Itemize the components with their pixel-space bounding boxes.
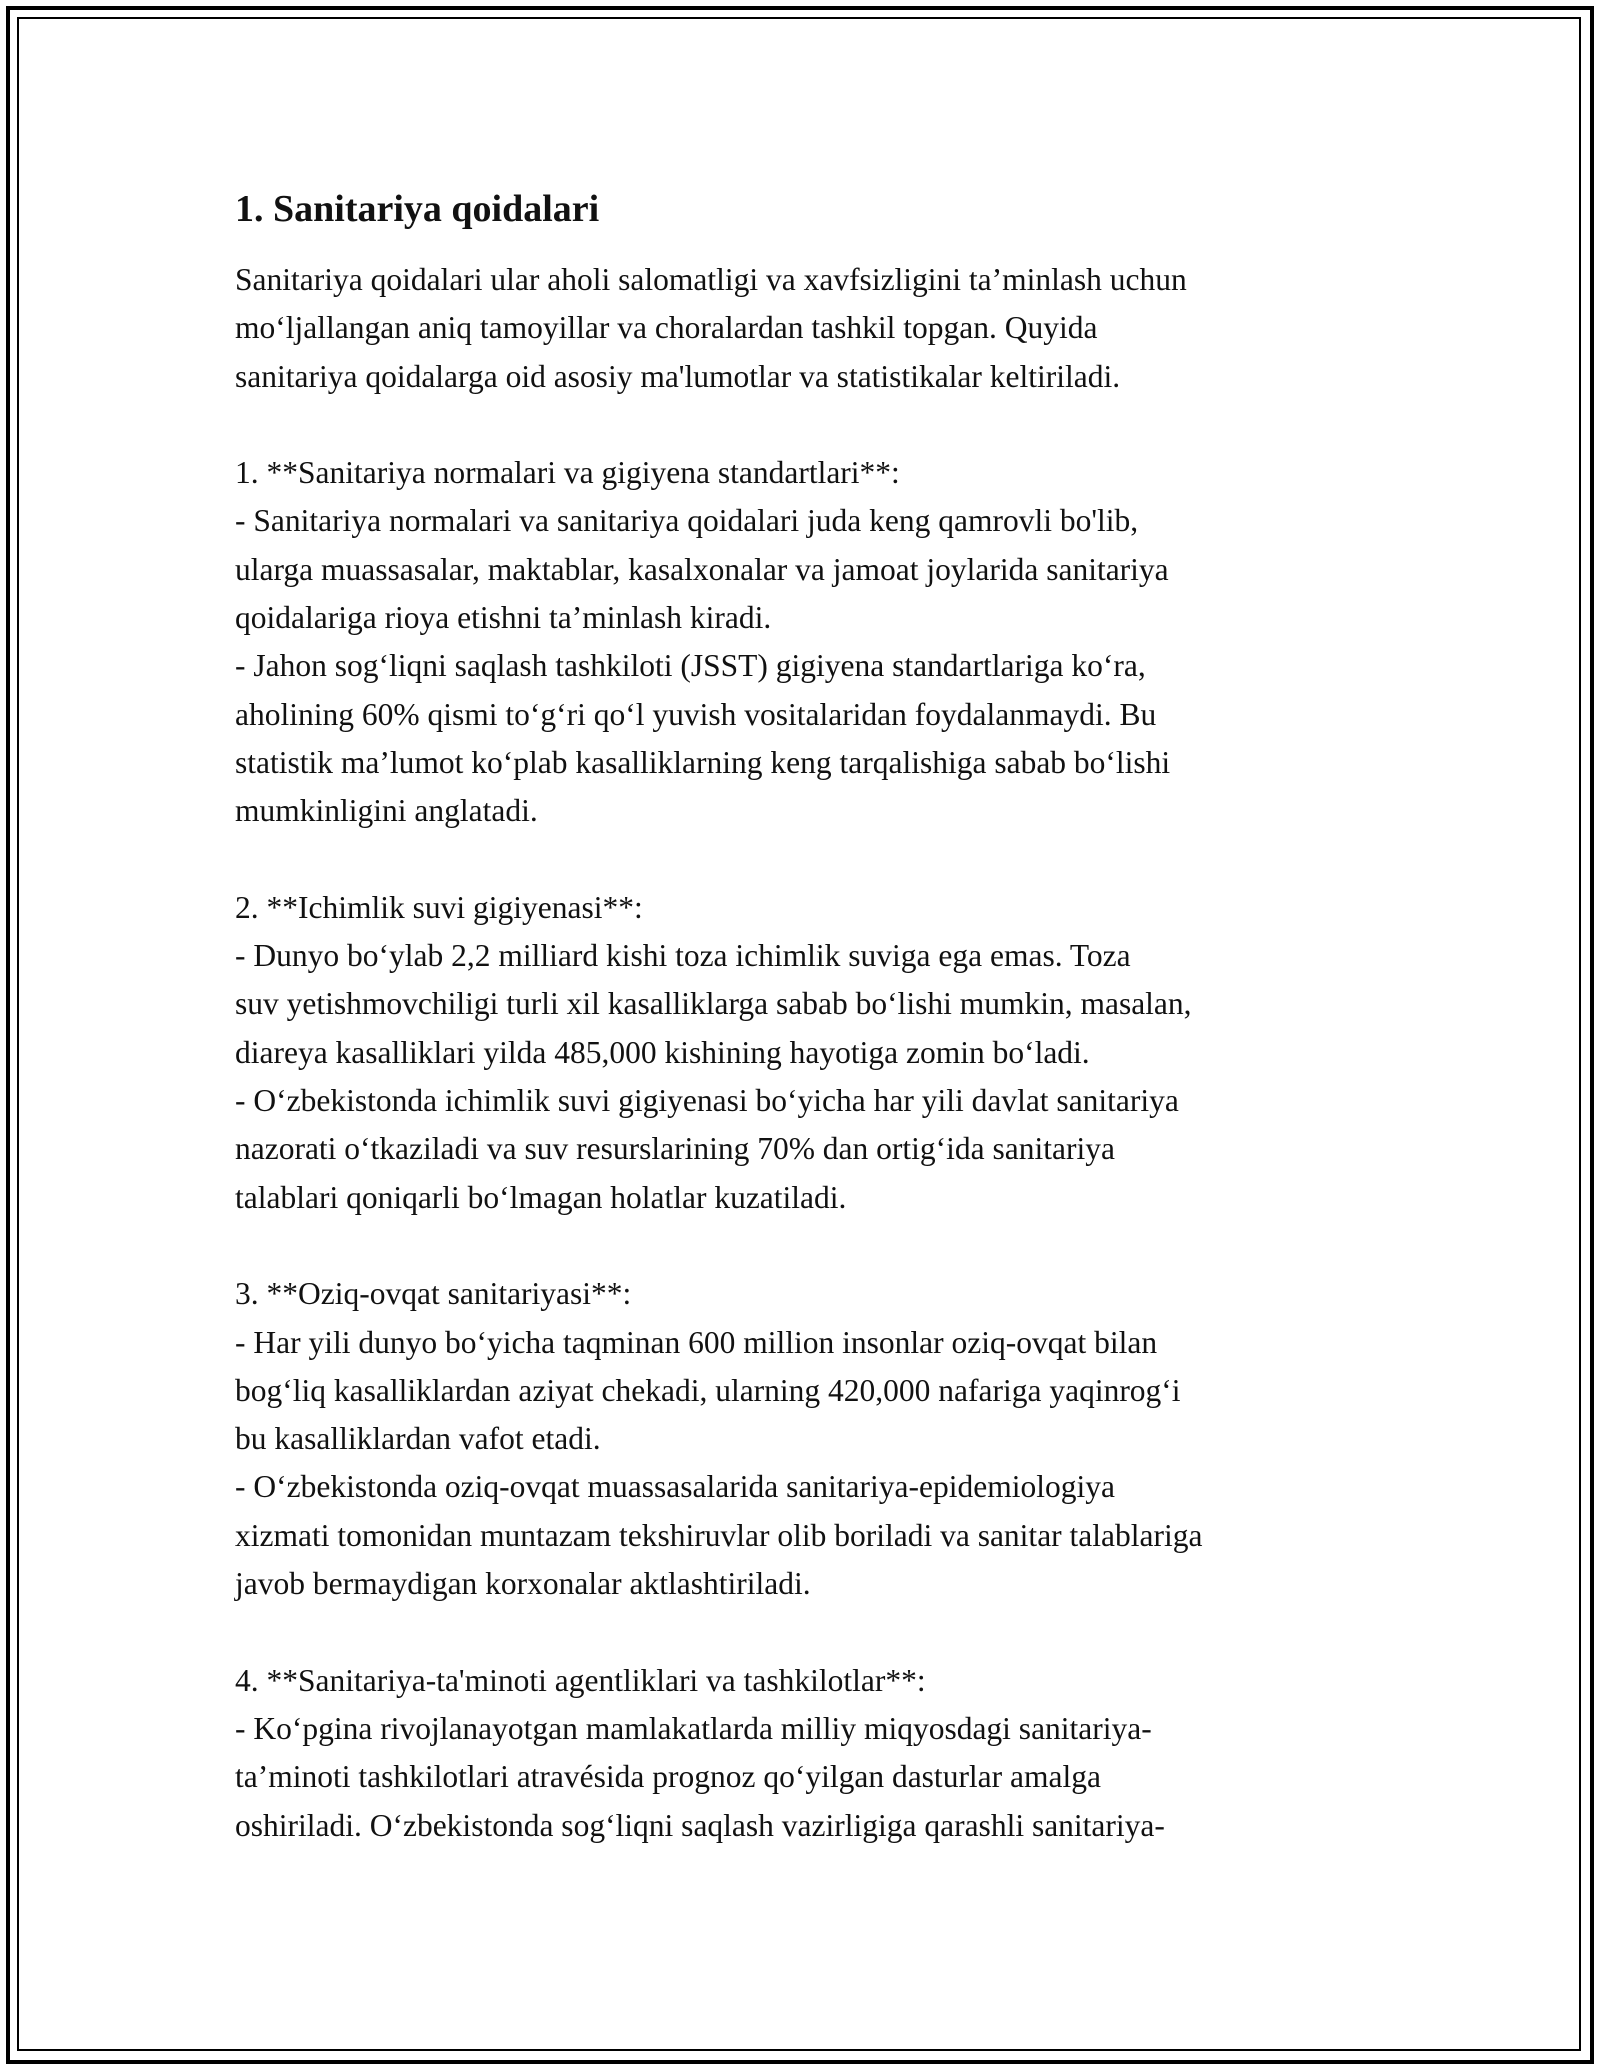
section-2 (235, 884, 1365, 1222)
section-heading: 4. **Sanitariya-ta'minoti agentliklari va tashkilotlar**: (235, 1662, 926, 1698)
section-heading: 2. **Ichimlik suvi gigiyenasi**: (235, 889, 643, 925)
document-body (235, 185, 1365, 1850)
document-title: 1. Sanitariya qoidalari (235, 188, 600, 230)
list-item: - Jahon sog‘liqni saqlash tashkiloti (JSST) gigiyena standartlariga ko‘ra, aholining 60% qismi to‘g‘ri qo‘l yuvish vositalaridan foydalanmaydi. Bu statistik ma’lumot ko‘plab kasalliklarning keng tarqalishiga sabab bo‘lishi mumkinligini anglatadi. (235, 648, 1171, 829)
list-item: - Sanitariya normalari va sanitariya qoidalari juda keng qamrovli bo'lib, ularga muassasalar, maktablar, kasalxonalar va jamoat joylarida sanitariya qoidalariga rioya etishni ta’minlash kiradi. (235, 503, 1169, 636)
section-spacer (235, 836, 1365, 884)
list-item: - O‘zbekistonda ichimlik suvi gigiyenasi bo‘yicha har yili davlat sanitariya nazorati o‘tkaziladi va suv resurslarining 70% dan ortig‘ida sanitariya talablari qoniqarli bo‘lmagan holatlar kuzatiladi. (235, 1083, 1179, 1215)
section-spacer (235, 401, 1365, 449)
intro-paragraph: Sanitariya qoidalari ular aholi salomatligi va xavfsizligini ta’minlash uchun mo‘ljallangan aniq tamoyillar va choralardan tashkil topgan. Quyida sanitariya qoidalarga oid asosiy ma'lumotlar va statistikalar keltiriladi. (235, 262, 1187, 394)
section-heading: 1. **Sanitariya normalari va gigiyena standartlari**: (235, 455, 900, 491)
list-item: - O‘zbekistonda oziq-ovqat muassasalarida sanitariya-epidemiologiya xizmati tomonidan muntazam tekshiruvlar olib boriladi va sanitar talablariga javob bermaydigan korxonalar aktlashtiriladi. (235, 1469, 1203, 1602)
section-1 (235, 449, 1365, 835)
section-spacer (235, 1222, 1365, 1270)
section-heading: 3. **Oziq-ovqat sanitariyasi**: (235, 1276, 632, 1312)
list-item: - Ko‘pgina rivojlanayotgan mamlakatlarda milliy miqyosdagi sanitariya- ta’minoti tashkilotlari atravésida prognoz qo‘yilgan dasturlar amalga oshiriladi. O‘zbekistonda sog‘liqni saqlash vazirligiga qarashli sanitariya- (235, 1710, 1165, 1843)
list-item: - Dunyo bo‘ylab 2,2 milliard kishi toza ichimlik suviga ega emas. Toza suv yetishmovchiligi turli xil kasalliklarga sabab bo‘lishi mumkin, masalan, diareya kasalliklari yilda 485,000 kishining hayotiga zomin bo‘ladi. (235, 938, 1192, 1070)
section-3 (235, 1270, 1365, 1608)
list-item: - Har yili dunyo bo‘yicha taqminan 600 million insonlar oziq-ovqat bilan bog‘liq kasalliklardan aziyat chekadi, ularning 420,000 nafariga yaqinrog‘i bu kasalliklardan vafot etadi. (235, 1324, 1181, 1457)
section-spacer (235, 1608, 1365, 1656)
section-4 (235, 1657, 1365, 1850)
